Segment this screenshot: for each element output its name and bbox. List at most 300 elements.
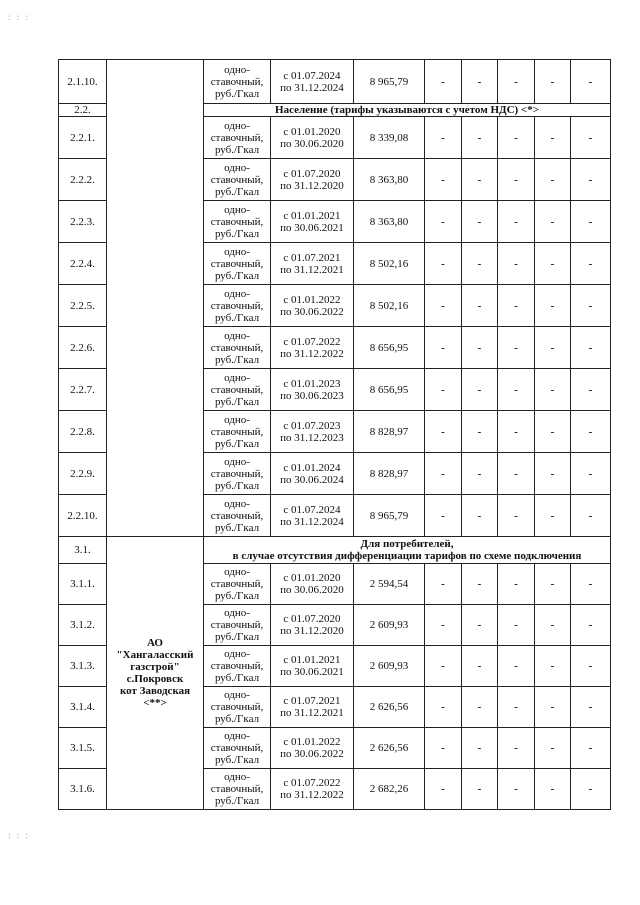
dash-mark: -: [477, 173, 482, 186]
dash-mark: -: [514, 173, 518, 186]
unit-cell: [204, 495, 271, 537]
period-from: с 01.07.2020: [283, 613, 341, 625]
dash-mark: -: [441, 509, 445, 522]
row-number: [59, 453, 107, 495]
dash-cell: [498, 453, 535, 495]
dash-mark: -: [441, 578, 445, 590]
price-value: 2 626,56: [369, 742, 409, 754]
unit-line: одно-: [224, 371, 250, 384]
price-value: 8 656,95: [369, 383, 409, 396]
tariff-table: [58, 59, 611, 810]
dash-mark: -: [550, 215, 555, 228]
period-cell: [271, 327, 354, 369]
row-number-text: 2.2.8.: [70, 425, 95, 438]
dash-cell: [462, 564, 498, 605]
scan-edge-marks-bottom: : : :: [8, 830, 31, 840]
row-number-text: 3.1.3.: [70, 660, 95, 672]
unit-line: ставочный,: [210, 425, 264, 438]
unit-line: ставочный,: [210, 467, 264, 480]
dash-mark: -: [514, 509, 518, 522]
dash-cell: [425, 728, 462, 769]
dash-mark: -: [477, 742, 482, 754]
dash-cell: [498, 646, 535, 687]
dash-mark: -: [588, 173, 593, 186]
price-cell: [354, 243, 425, 285]
price-cell: [354, 728, 425, 769]
unit-line: ставочный,: [210, 257, 264, 270]
dash-cell: [571, 285, 611, 327]
price-cell: [354, 453, 425, 495]
dash-cell: [498, 285, 535, 327]
row-number: [59, 243, 107, 285]
unit-line: ставочный,: [210, 660, 264, 672]
dash-cell: [535, 369, 571, 411]
row-number: [59, 60, 107, 104]
dash-cell: [498, 117, 535, 159]
price-value: 8 656,95: [369, 341, 409, 354]
dash-mark: -: [441, 701, 445, 713]
dash-mark: -: [441, 299, 445, 312]
period-cell: [271, 495, 354, 537]
org-line: АО: [147, 637, 163, 649]
unit-line: руб./Гкал: [214, 479, 260, 492]
period-cell: [271, 369, 354, 411]
dash-mark: -: [588, 701, 593, 713]
dash-cell: [571, 564, 611, 605]
price-cell: [354, 327, 425, 369]
dash-cell: [462, 728, 498, 769]
dash-cell: [498, 564, 535, 605]
period-to: по 30.06.2024: [280, 473, 344, 486]
dash-cell: [425, 495, 462, 537]
dash-cell: [535, 495, 571, 537]
row-number: [59, 285, 107, 327]
row-number: [59, 605, 107, 646]
dash-cell: [498, 687, 535, 728]
period-to: по 31.12.2024: [280, 81, 344, 94]
period-from: с 01.01.2023: [283, 377, 341, 390]
period-from: с 01.07.2020: [283, 167, 341, 180]
org-line: кот Заводская: [119, 685, 191, 697]
dash-cell: [571, 243, 611, 285]
period-from: с 01.01.2021: [283, 654, 341, 666]
org-line: "Хангаласский: [116, 649, 194, 661]
dash-mark: -: [550, 742, 555, 754]
dash-cell: [462, 201, 498, 243]
unit-line: одно-: [224, 566, 250, 578]
dash-mark: -: [441, 257, 445, 270]
unit-line: руб./Гкал: [214, 87, 260, 100]
dash-cell: [425, 327, 462, 369]
price-cell: [354, 411, 425, 453]
period-to: по 30.06.2021: [280, 221, 344, 234]
unit-line: одно-: [224, 329, 250, 342]
row-number-text: 2.2.10.: [67, 509, 98, 522]
dash-mark: -: [441, 173, 445, 186]
period-cell: [271, 117, 354, 159]
row-number: [59, 369, 107, 411]
unit-cell: [204, 60, 271, 104]
unit-line: руб./Гкал: [214, 795, 260, 807]
price-cell: [354, 369, 425, 411]
unit-line: одно-: [224, 245, 250, 258]
period-from: с 01.01.2020: [283, 572, 341, 584]
price-value: 2 609,93: [369, 619, 409, 631]
price-cell: [354, 159, 425, 201]
period-to: по 30.06.2022: [280, 748, 344, 760]
dash-mark: -: [514, 619, 518, 631]
period-to: по 30.06.2020: [280, 584, 344, 596]
unit-line: одно-: [224, 203, 250, 216]
unit-line: руб./Гкал: [214, 437, 260, 450]
unit-line: ставочный,: [210, 783, 264, 795]
period-from: с 01.01.2022: [283, 293, 341, 306]
unit-line: одно-: [224, 607, 250, 619]
unit-line: руб./Гкал: [214, 227, 260, 240]
price-value: 8 828,97: [369, 467, 409, 480]
unit-line: руб./Гкал: [214, 395, 260, 408]
unit-cell: [204, 369, 271, 411]
period-to: по 31.12.2021: [280, 707, 344, 719]
dash-cell: [535, 564, 571, 605]
unit-line: руб./Гкал: [214, 672, 260, 684]
dash-cell: [571, 687, 611, 728]
dash-cell: [498, 159, 535, 201]
period-cell: [271, 728, 354, 769]
dash-mark: -: [588, 131, 593, 144]
price-value: 8 339,08: [369, 131, 409, 144]
unit-cell: [204, 159, 271, 201]
unit-cell: [204, 411, 271, 453]
period-to: по 31.12.2020: [280, 179, 344, 192]
period-to: по 31.12.2024: [280, 515, 344, 528]
section-title-line: Для потребителей,: [360, 538, 454, 550]
dash-cell: [535, 117, 571, 159]
section-number-text: 2.2.: [74, 104, 91, 116]
price-value: 8 965,79: [369, 75, 409, 88]
section-number: [59, 104, 107, 117]
price-value: 2 609,93: [369, 660, 409, 672]
row-number-text: 2.2.2.: [70, 173, 95, 186]
unit-line: ставочный,: [210, 215, 264, 228]
unit-line: ставочный,: [210, 619, 264, 631]
dash-cell: [535, 243, 571, 285]
price-cell: [354, 687, 425, 728]
dash-cell: [498, 605, 535, 646]
dash-cell: [462, 605, 498, 646]
row-number-text: 2.2.1.: [70, 131, 95, 144]
dash-cell: [571, 369, 611, 411]
dash-cell: [535, 411, 571, 453]
row-number-text: 3.1.1.: [70, 578, 95, 590]
dash-mark: -: [441, 619, 445, 631]
period-from: с 01.07.2021: [283, 251, 341, 264]
period-cell: [271, 60, 354, 104]
dash-mark: -: [588, 783, 593, 795]
unit-cell: [204, 201, 271, 243]
dash-cell: [571, 327, 611, 369]
unit-line: одно-: [224, 648, 250, 660]
dash-cell: [535, 327, 571, 369]
organization-cell: [107, 537, 204, 810]
row-number-text: 2.2.3.: [70, 215, 95, 228]
dash-mark: -: [477, 701, 482, 713]
dash-mark: -: [514, 299, 518, 312]
period-cell: [271, 201, 354, 243]
price-value: 2 682,26: [369, 783, 409, 795]
dash-cell: [425, 564, 462, 605]
unit-line: одно-: [224, 413, 250, 426]
dash-cell: [425, 285, 462, 327]
dash-mark: -: [441, 341, 445, 354]
price-value: 8 502,16: [369, 299, 409, 312]
row-number-text: 2.1.10.: [67, 75, 98, 88]
dash-cell: [535, 769, 571, 810]
dash-cell: [498, 201, 535, 243]
price-value: 8 965,79: [369, 509, 409, 522]
dash-mark: -: [514, 660, 518, 672]
unit-cell: [204, 769, 271, 810]
dash-mark: -: [441, 467, 445, 480]
unit-line: одно-: [224, 689, 250, 701]
unit-line: ставочный,: [210, 578, 264, 590]
row-number-text: 3.1.4.: [70, 701, 95, 713]
dash-cell: [425, 159, 462, 201]
unit-line: руб./Гкал: [214, 631, 260, 643]
dash-mark: -: [588, 578, 593, 590]
period-cell: [271, 646, 354, 687]
row-number: [59, 495, 107, 537]
period-from: с 01.07.2024: [283, 69, 341, 82]
dash-mark: -: [477, 467, 482, 480]
period-from: с 01.01.2020: [283, 125, 341, 138]
dash-mark: -: [550, 619, 555, 631]
dash-mark: -: [514, 131, 518, 144]
row-number: [59, 411, 107, 453]
dash-cell: [571, 646, 611, 687]
dash-mark: -: [514, 215, 518, 228]
period-cell: [271, 605, 354, 646]
dash-mark: -: [441, 660, 445, 672]
row-number: [59, 201, 107, 243]
unit-cell: [204, 243, 271, 285]
row-number-text: 3.1.5.: [70, 742, 95, 754]
dash-mark: -: [441, 215, 445, 228]
row-number-text: 2.2.4.: [70, 257, 95, 270]
price-value: 8 363,80: [369, 215, 409, 228]
period-to: по 30.06.2022: [280, 305, 344, 318]
dash-cell: [498, 728, 535, 769]
dash-cell: [571, 60, 611, 104]
price-cell: [354, 646, 425, 687]
unit-line: ставочный,: [210, 509, 264, 522]
dash-mark: -: [550, 467, 555, 480]
dash-cell: [425, 411, 462, 453]
dash-mark: -: [550, 660, 555, 672]
period-to: по 30.06.2023: [280, 389, 344, 402]
dash-mark: -: [588, 509, 593, 522]
period-to: по 30.06.2021: [280, 666, 344, 678]
period-cell: [271, 159, 354, 201]
dash-mark: -: [441, 383, 445, 396]
period-from: с 01.01.2021: [283, 209, 341, 222]
price-value: 2 594,54: [369, 578, 409, 590]
dash-cell: [571, 117, 611, 159]
unit-line: руб./Гкал: [214, 311, 260, 324]
period-cell: [271, 285, 354, 327]
price-cell: [354, 769, 425, 810]
org-line: <**>: [143, 697, 167, 709]
period-from: с 01.07.2024: [283, 503, 341, 516]
row-number: [59, 687, 107, 728]
dash-mark: -: [550, 299, 555, 312]
unit-cell: [204, 646, 271, 687]
unit-line: одно-: [224, 119, 250, 132]
dash-cell: [498, 411, 535, 453]
dash-mark: -: [441, 75, 445, 88]
org-line: газстрой": [130, 661, 180, 673]
dash-cell: [535, 201, 571, 243]
unit-line: ставочный,: [210, 383, 264, 396]
dash-cell: [535, 159, 571, 201]
dash-cell: [462, 369, 498, 411]
dash-mark: -: [514, 75, 518, 88]
dash-mark: -: [477, 619, 482, 631]
dash-mark: -: [588, 75, 593, 88]
price-cell: [354, 285, 425, 327]
row-number: [59, 327, 107, 369]
dash-mark: -: [550, 701, 555, 713]
table-row: [59, 60, 611, 104]
period-to: по 31.12.2020: [280, 625, 344, 637]
dash-cell: [462, 243, 498, 285]
dash-cell: [535, 605, 571, 646]
dash-cell: [462, 159, 498, 201]
period-to: по 31.12.2022: [280, 789, 344, 801]
unit-line: ставочный,: [210, 742, 264, 754]
dash-mark: -: [588, 257, 593, 270]
unit-line: руб./Гкал: [214, 713, 260, 725]
unit-line: ставочный,: [210, 173, 264, 186]
dash-mark: -: [477, 383, 482, 396]
dash-cell: [425, 201, 462, 243]
unit-line: ставочный,: [210, 341, 264, 354]
dash-cell: [462, 453, 498, 495]
dash-mark: -: [514, 425, 518, 438]
unit-cell: [204, 605, 271, 646]
dash-mark: -: [477, 131, 482, 144]
dash-cell: [498, 327, 535, 369]
unit-line: одно-: [224, 497, 250, 510]
period-from: с 01.07.2021: [283, 695, 341, 707]
unit-cell: [204, 327, 271, 369]
period-from: с 01.01.2022: [283, 736, 341, 748]
dash-cell: [462, 687, 498, 728]
org-line: с.Покровск: [126, 673, 184, 685]
dash-cell: [498, 769, 535, 810]
period-cell: [271, 411, 354, 453]
dash-mark: -: [588, 299, 593, 312]
period-from: с 01.01.2024: [283, 461, 341, 474]
dash-cell: [462, 117, 498, 159]
unit-line: руб./Гкал: [214, 590, 260, 602]
period-to: по 31.12.2022: [280, 347, 344, 360]
dash-mark: -: [588, 383, 593, 396]
dash-mark: -: [550, 173, 555, 186]
dash-cell: [498, 495, 535, 537]
dash-cell: [425, 369, 462, 411]
dash-mark: -: [477, 299, 482, 312]
dash-mark: -: [588, 660, 593, 672]
dash-mark: -: [477, 341, 482, 354]
dash-mark: -: [477, 425, 482, 438]
dash-cell: [498, 60, 535, 104]
row-number: [59, 117, 107, 159]
dash-mark: -: [550, 783, 555, 795]
dash-mark: -: [550, 425, 555, 438]
dash-mark: -: [441, 425, 445, 438]
row-number-text: 3.1.6.: [70, 783, 95, 795]
price-cell: [354, 201, 425, 243]
unit-line: одно-: [224, 63, 250, 76]
dash-mark: -: [588, 425, 593, 438]
dash-mark: -: [550, 131, 555, 144]
section-number-text: 3.1.: [74, 544, 91, 556]
section-title-line: в случае отсутствия дифференциации тарифов по схеме подключения: [232, 550, 582, 562]
row-number-text: 2.2.9.: [70, 467, 95, 480]
price-cell: [354, 117, 425, 159]
period-cell: [271, 769, 354, 810]
dash-mark: -: [441, 131, 445, 144]
row-number-text: 3.1.2.: [70, 619, 95, 631]
unit-cell: [204, 728, 271, 769]
dash-mark: -: [550, 341, 555, 354]
dash-mark: -: [588, 215, 593, 228]
dash-cell: [462, 285, 498, 327]
row-number: [59, 728, 107, 769]
dash-cell: [462, 327, 498, 369]
dash-mark: -: [514, 701, 518, 713]
period-from: с 01.07.2023: [283, 419, 341, 432]
dash-mark: -: [477, 215, 482, 228]
org-cell-empty: [107, 60, 204, 537]
period-to: по 30.06.2020: [280, 137, 344, 150]
dash-cell: [462, 646, 498, 687]
dash-cell: [462, 769, 498, 810]
dash-cell: [571, 201, 611, 243]
dash-mark: -: [514, 257, 518, 270]
section-number: [59, 537, 107, 564]
dash-cell: [535, 285, 571, 327]
unit-line: ставочный,: [210, 131, 264, 144]
unit-cell: [204, 564, 271, 605]
section-title: [204, 104, 611, 117]
dash-cell: [425, 646, 462, 687]
period-from: с 01.07.2022: [283, 777, 341, 789]
dash-mark: -: [477, 257, 482, 270]
dash-cell: [425, 60, 462, 104]
dash-mark: -: [477, 660, 482, 672]
dash-mark: -: [477, 75, 482, 88]
unit-line: одно-: [224, 771, 250, 783]
unit-cell: [204, 285, 271, 327]
unit-cell: [204, 117, 271, 159]
dash-cell: [425, 769, 462, 810]
section-title-text: Население (тарифы указываются с учетом НДС) <*>: [275, 104, 539, 116]
row-number: [59, 646, 107, 687]
dash-cell: [462, 495, 498, 537]
section-header-row: [59, 537, 611, 564]
